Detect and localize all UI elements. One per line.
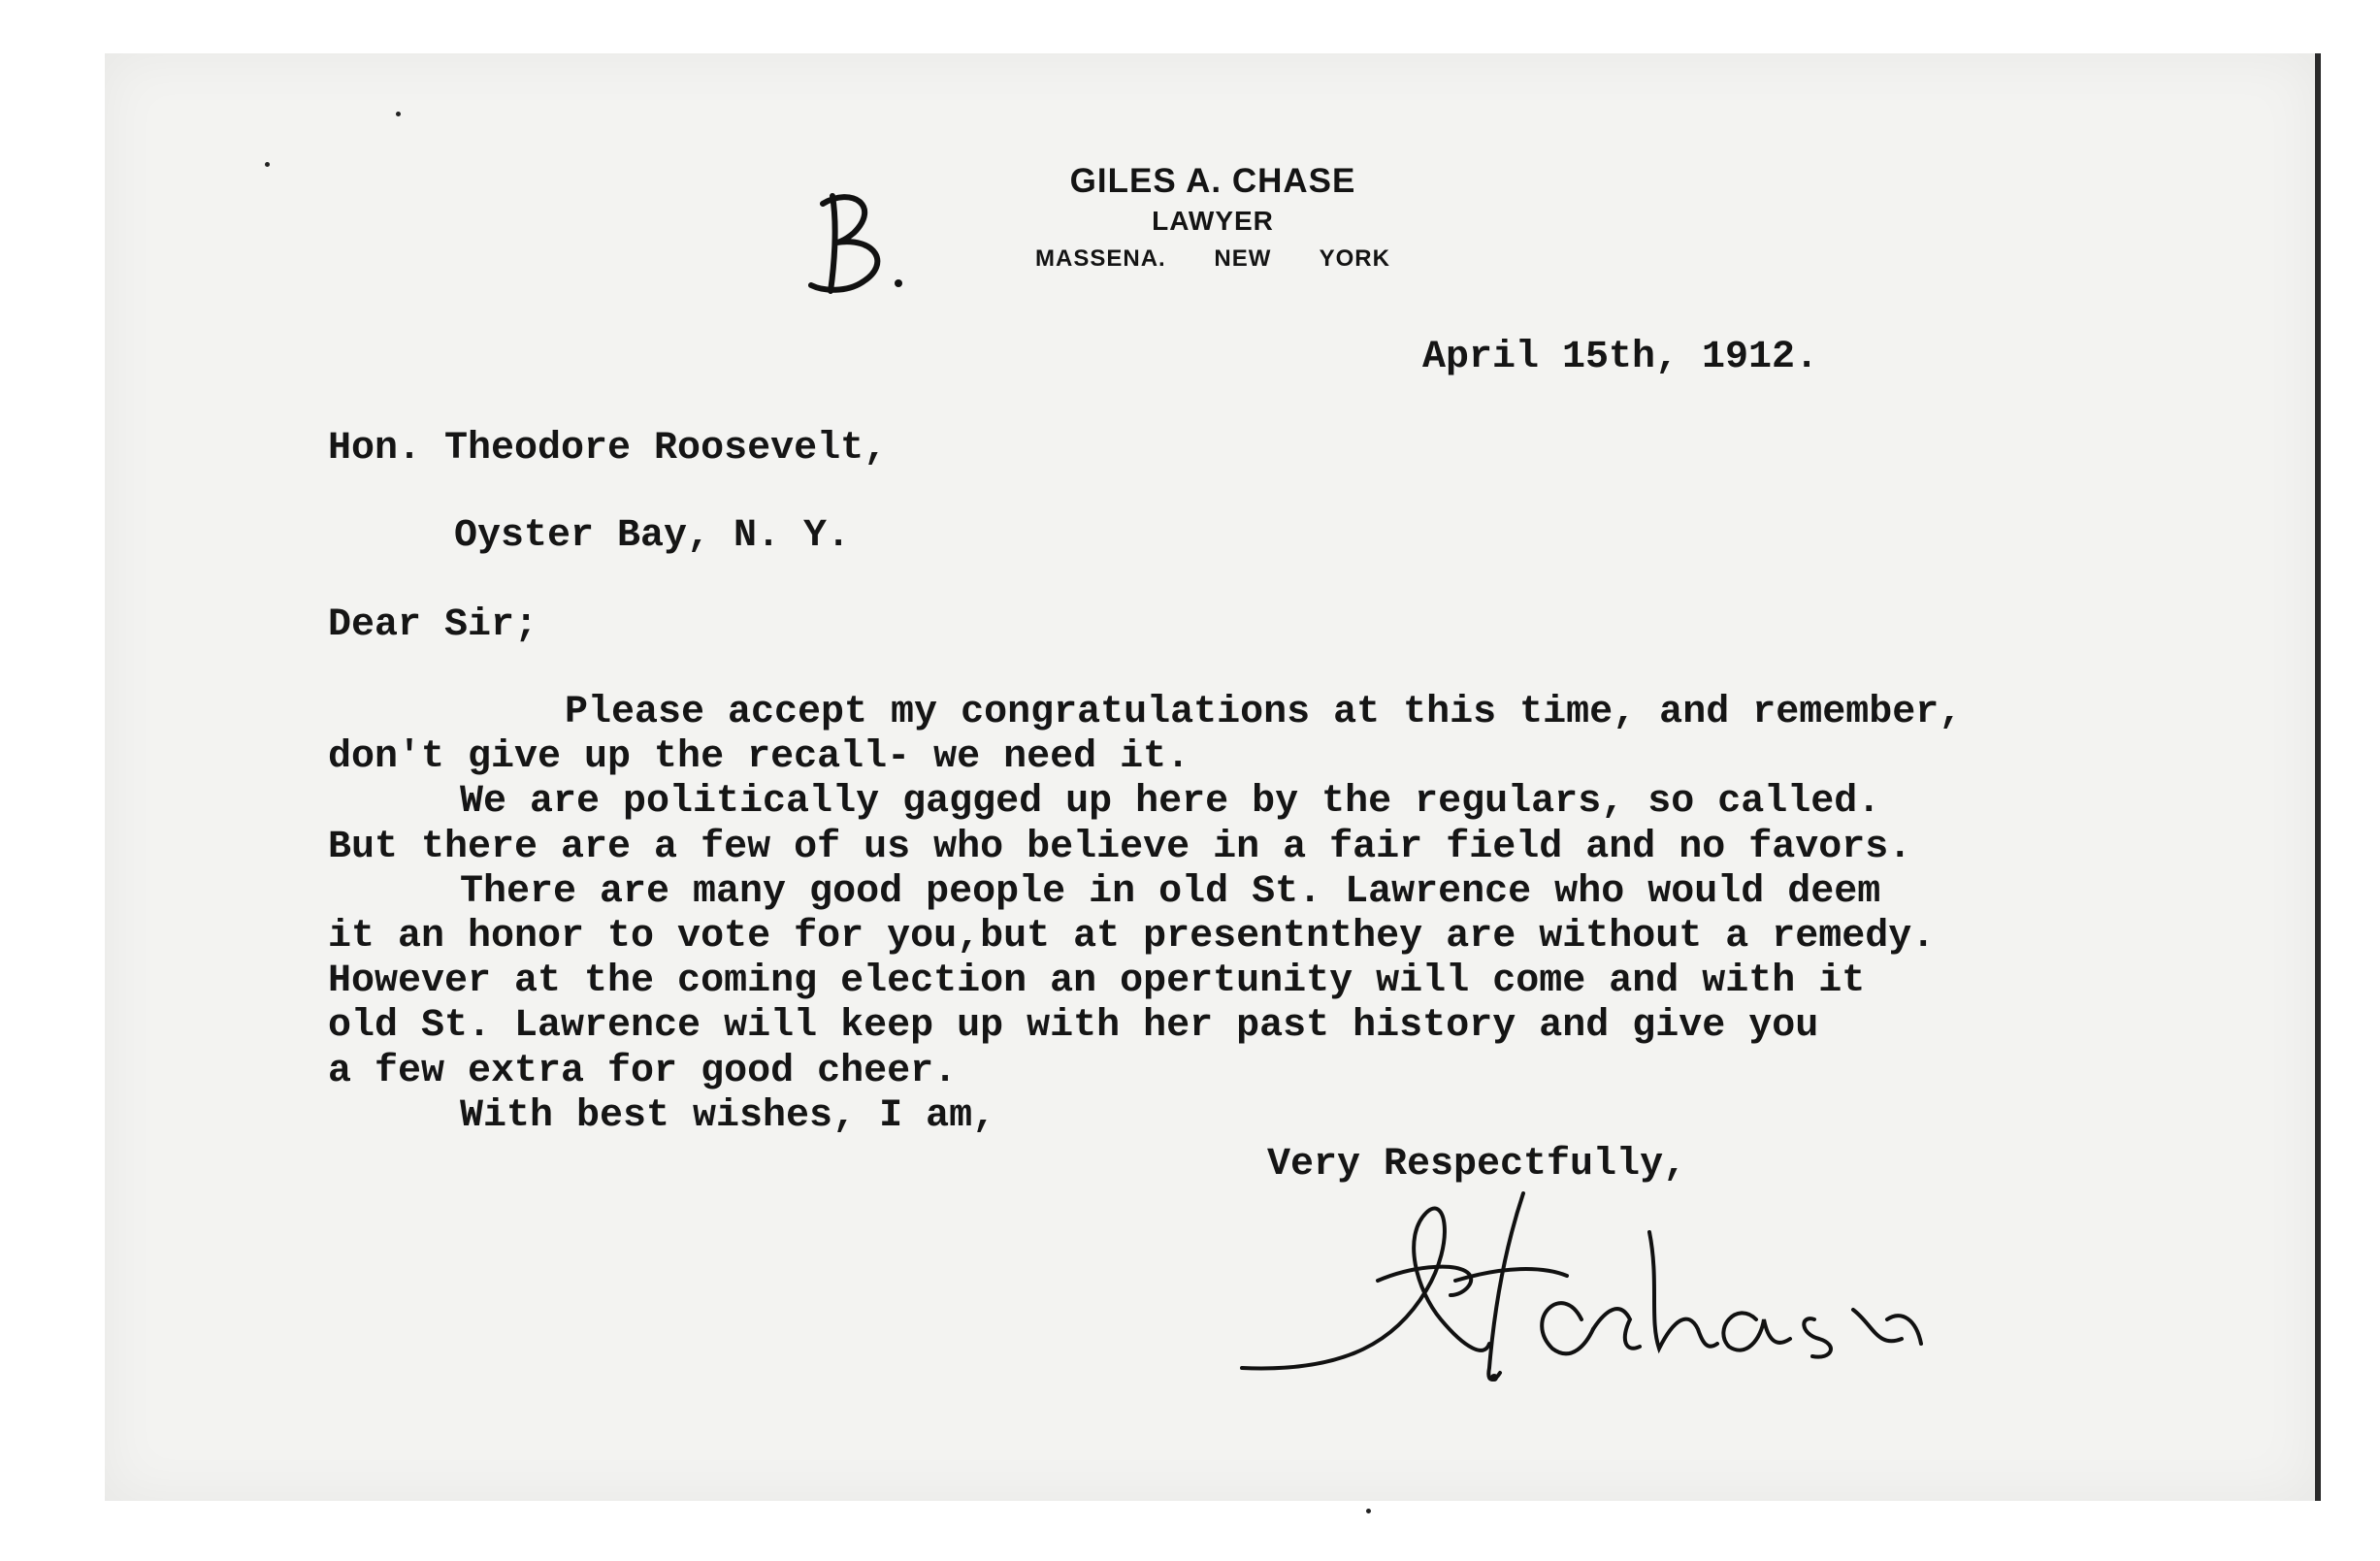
body-line: Please accept my congratulations at this time, and remember, [565, 691, 1963, 734]
letterhead-title: LAWYER [1152, 206, 1274, 236]
paper-speck [265, 162, 270, 167]
handwritten-signature [1232, 1174, 2057, 1407]
body-line: With best wishes, I am, [460, 1093, 996, 1138]
closing: Very Respectfully, [1267, 1143, 1687, 1187]
letter-paper [105, 53, 2321, 1501]
recipient-address: Oyster Bay, N. Y. [454, 514, 851, 558]
recipient-name: Hon. Theodore Roosevelt, [328, 427, 888, 471]
body-line: There are many good people in old St. Lawrence who would deem [460, 869, 1881, 914]
letterhead-name: GILES A. CHASE [1069, 162, 1356, 200]
body-line: old St. Lawrence will keep up with her past history and give you [328, 1004, 1819, 1049]
paper-speck [396, 112, 401, 116]
letter-body [328, 691, 1962, 1139]
letterhead [970, 160, 1455, 278]
body-line: However at the coming election an opertunity will come and with it [328, 959, 1866, 1004]
paper-speck [1366, 1509, 1371, 1513]
body-line: it an honor to vote for you,but at presentnthey are without a remedy. [328, 914, 1936, 959]
salutation: Dear Sir; [328, 603, 538, 647]
body-line: But there are a few of us who believe in a fair field and no favors. [328, 825, 1912, 869]
body-line: a few extra for good cheer. [328, 1049, 958, 1093]
handwritten-b-mark [794, 186, 910, 303]
body-line: We are politically gagged up here by the regulars, so called. [460, 780, 1881, 825]
body-line: don't give up the recall- we need it. [328, 735, 1190, 780]
letter-date: April 15th, 1912. [1422, 336, 1819, 379]
letterhead-place: MASSENA. NEW YORK [1035, 245, 1390, 272]
